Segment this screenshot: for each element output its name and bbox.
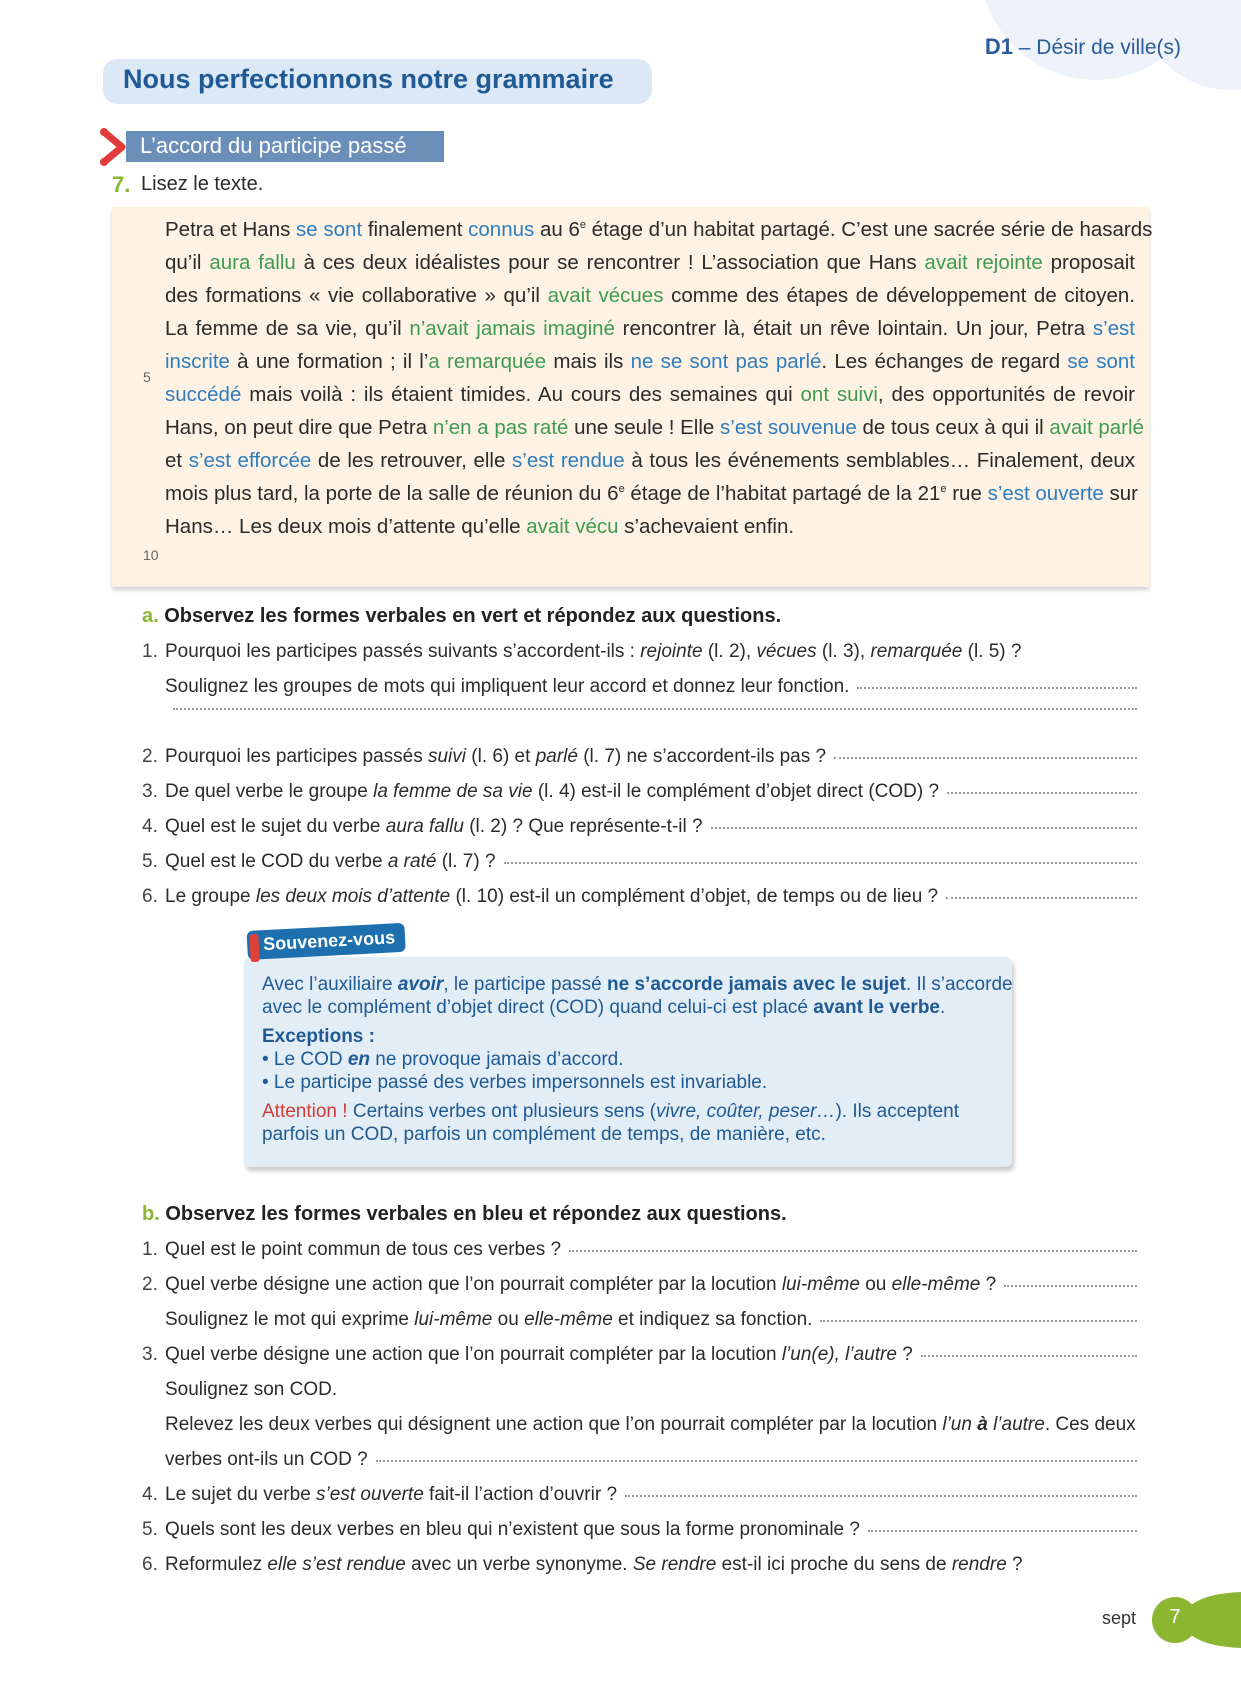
question-text	[165, 1343, 913, 1367]
question-segment: (l. 2),	[702, 641, 757, 662]
remember-segment: avec le complément d’objet direct (COD) quand celui-ci est placé	[262, 997, 814, 1018]
text-segment: . Les échanges de regard	[821, 350, 1068, 373]
question-number: 2.	[142, 746, 158, 767]
question-text	[165, 1413, 1136, 1437]
question-segment: De quel verbe le groupe	[165, 781, 374, 802]
green-verb-form: ont suivi	[800, 383, 878, 406]
question-text	[165, 1308, 812, 1332]
text-segment: une seule ! Elle	[568, 416, 721, 439]
remember-line	[262, 1049, 624, 1071]
text-segment: mois plus tard, la porte de la salle de réunion du 6	[165, 482, 619, 505]
question-segment: Quel est le sujet du verbe	[165, 816, 386, 837]
part-a-heading	[142, 605, 781, 628]
answer-line[interactable]	[625, 1494, 1137, 1497]
text-line	[165, 251, 1135, 275]
question-segment: elle s’est rendue	[267, 1554, 406, 1575]
question-segment: Quel est le COD du verbe	[165, 851, 388, 872]
text-segment: comme des étapes de développement de citoyen.	[663, 284, 1135, 307]
question-row	[142, 1518, 1137, 1542]
question-segment: Quel est le point commun de tous ces verbes ?	[165, 1239, 562, 1260]
question-segment: lui-même	[781, 1274, 860, 1295]
line-number: 10	[143, 547, 159, 563]
question-number: 1.	[142, 641, 158, 662]
green-verb-form: n’en a pas raté	[432, 416, 569, 439]
green-verb-form: avait parlé	[1049, 416, 1144, 439]
question-segment: Reformulez	[165, 1554, 268, 1575]
question-text	[165, 675, 849, 699]
question-segment: l’un	[942, 1414, 972, 1435]
question-segment: vécues	[756, 641, 817, 662]
text-line	[165, 515, 794, 539]
question-row	[142, 1553, 1137, 1577]
question-segment: ou	[492, 1309, 525, 1330]
question-segment: ?	[896, 1344, 913, 1365]
remember-segment: ). Ils acceptent	[835, 1101, 960, 1122]
green-verb-form: aura fallu	[209, 251, 296, 274]
question-text	[165, 1378, 337, 1402]
text-segment: étage d’un habitat partagé. C’est une sacrée série de hasards	[585, 218, 1153, 241]
answer-line[interactable]	[376, 1459, 1137, 1462]
remember-line	[262, 974, 1013, 996]
question-row	[142, 1448, 1137, 1472]
text-line	[165, 284, 1135, 308]
question-row	[142, 885, 1137, 909]
blue-verb-form: s’est ouverte	[987, 482, 1104, 505]
answer-line[interactable]	[1004, 1284, 1137, 1287]
question-segment: les deux mois d’attente	[255, 886, 451, 907]
question-row	[142, 1413, 1137, 1437]
question-segment: Le groupe	[165, 886, 256, 907]
text-segment: s’achevaient enfin.	[618, 515, 795, 538]
text-segment: à une formation ; il l’	[229, 350, 429, 373]
question-segment: Quel verbe désigne une action que l’on pourrait compléter par la locution	[165, 1274, 782, 1295]
text-segment: rue	[946, 482, 988, 505]
part-a-instruction: Observez les formes verbales en vert et répondez aux questions.	[164, 605, 782, 627]
remember-segment: vivre, coûter, peser…	[655, 1101, 836, 1122]
question-segment: (l. 7) ne s’accordent-ils pas ?	[577, 746, 827, 767]
question-segment: Soulignez le mot qui exprime	[165, 1309, 415, 1330]
question-number: 4.	[142, 816, 158, 837]
question-segment: remarquée	[870, 641, 963, 662]
blue-verb-form: s’est	[1092, 317, 1135, 340]
question-segment: aura fallu	[385, 816, 464, 837]
blue-verb-form: se sont	[296, 218, 363, 241]
answer-line[interactable]	[857, 686, 1137, 689]
question-segment: ?	[980, 1274, 997, 1295]
question-segment: a raté	[387, 851, 437, 872]
part-b-instruction: Observez les formes verbales en bleu et répondez aux questions.	[165, 1203, 787, 1225]
remember-line	[262, 997, 945, 1019]
question-row	[142, 1238, 1137, 1262]
question-segment: avec un verbe synonyme.	[405, 1554, 633, 1575]
text-line	[165, 350, 1135, 374]
part-b-heading	[142, 1203, 787, 1226]
text-segment: qu’il	[165, 251, 210, 274]
question-number: 5.	[142, 851, 158, 872]
question-number: 2.	[142, 1274, 158, 1295]
text-line	[165, 383, 1135, 407]
question-text	[165, 885, 938, 909]
blue-verb-form: inscrite	[165, 350, 230, 373]
page-title-box	[103, 59, 652, 104]
answer-line[interactable]	[946, 896, 1137, 899]
remember-segment: en	[347, 1049, 371, 1070]
answer-line[interactable]	[947, 791, 1137, 794]
remember-segment: avant le verbe	[813, 997, 941, 1018]
exclamation-icon	[249, 934, 259, 962]
blue-verb-form: se sont	[1067, 350, 1136, 373]
page-title: Nous perfectionnons notre grammaire	[123, 64, 614, 94]
blue-verb-form: ne se sont pas parlé	[630, 350, 822, 373]
question-number: 4.	[142, 1484, 158, 1505]
question-text	[165, 1553, 1023, 1577]
ordinal-suffix: e	[579, 219, 586, 232]
ordinal-suffix: e	[940, 483, 947, 496]
question-segment: Quel verbe désigne une action que l’on pourrait compléter par la locution	[165, 1344, 782, 1365]
text-segment: Petra et Hans	[165, 218, 297, 241]
ordinal-suffix: e	[618, 483, 625, 496]
text-segment: Hans, on peut dire que Petra	[165, 416, 433, 439]
remember-segment: Certains verbes ont plusieurs sens (	[352, 1101, 656, 1122]
text-segment: rencontrer là, était un rêve lointain. Un jour, Petra	[614, 317, 1093, 340]
text-segment: Hans… Les deux mois d’attente qu’elle	[165, 515, 527, 538]
question-segment: parlé	[535, 746, 578, 767]
remember-segment: Avec l’auxiliaire	[262, 974, 398, 995]
question-row	[142, 710, 1137, 713]
text-line	[165, 482, 1138, 506]
question-number: 5.	[142, 1519, 158, 1540]
question-text	[165, 780, 939, 804]
text-segment: finalement	[362, 218, 469, 241]
remember-segment: , le participe passé	[443, 974, 608, 995]
page-number-word: sept	[1102, 1608, 1137, 1628]
text-segment: au 6	[534, 218, 580, 241]
remember-segment: ne s’accorde jamais avec le sujet	[607, 974, 906, 995]
question-number: 6.	[142, 886, 158, 907]
remember-line	[262, 1101, 959, 1123]
text-segment: , des opportunités de revoir	[877, 383, 1135, 406]
question-segment: Le sujet du verbe	[165, 1484, 317, 1505]
text-segment: sur	[1103, 482, 1138, 505]
blue-verb-form: s’est rendue	[512, 449, 625, 472]
remember-segment: .	[940, 997, 946, 1018]
remember-segment: ne provoque jamais d’accord.	[370, 1049, 624, 1070]
text-segment: de tous ceux à qui il	[856, 416, 1050, 439]
blue-verb-form: s’est efforcée	[188, 449, 312, 472]
question-row	[142, 745, 1137, 769]
question-number: 3.	[142, 781, 158, 802]
text-segment: de les retrouver, elle	[311, 449, 513, 472]
answer-line[interactable]	[834, 756, 1137, 759]
question-segment: rendre	[951, 1554, 1007, 1575]
question-segment: elle-même	[891, 1274, 981, 1295]
question-text	[165, 745, 826, 769]
remember-segment: parfois un COD, parfois un complément de temps, de manière, etc.	[262, 1124, 826, 1145]
question-row	[142, 1273, 1137, 1297]
chapter-title: – Désir de ville(s)	[1018, 36, 1181, 59]
green-verb-form: n’avait jamais imaginé	[409, 317, 615, 340]
text-segment: et	[165, 449, 189, 472]
question-segment: ou	[859, 1274, 892, 1295]
question-segment: suivi	[427, 746, 466, 767]
question-segment: (l. 10) est-il un complément d’objet, de temps ou de lieu ?	[450, 886, 939, 907]
question-text	[165, 1483, 617, 1507]
question-segment: et indiquez sa fonction.	[612, 1309, 813, 1330]
question-row	[142, 1378, 1137, 1402]
question-segment: lui-même	[414, 1309, 493, 1330]
remember-line	[262, 1072, 767, 1094]
question-segment: l’un(e), l’autre	[781, 1344, 897, 1365]
question-segment: verbes ont-ils un COD ?	[165, 1449, 368, 1470]
question-row	[142, 780, 1137, 804]
green-verb-form: a remarquée	[428, 350, 547, 373]
chapter-label	[985, 34, 1181, 60]
section-heading-bar	[126, 131, 444, 162]
question-segment: (l. 2) ? Que représente-t-il ?	[463, 816, 703, 837]
question-row	[142, 640, 1137, 664]
green-verb-form: avait vécues	[547, 284, 664, 307]
blue-verb-form: s’est souvenue	[720, 416, 857, 439]
remember-line	[262, 1026, 375, 1048]
question-number: 6.	[142, 1554, 158, 1575]
question-segment: . Ces deux	[1044, 1414, 1136, 1435]
question-row	[142, 1308, 1137, 1332]
question-segment: Pourquoi les participes passés suivants s’accordent-ils :	[165, 641, 641, 662]
text-segment: à tous les événements semblables… Finalement, deux	[624, 449, 1135, 472]
text-line	[165, 416, 1144, 440]
remember-segment: . Il s’accorde	[905, 974, 1013, 995]
question-segment: Se rendre	[632, 1554, 717, 1575]
question-text	[165, 1273, 996, 1297]
text-segment: mais voilà : ils étaient timides. Au cours des semaines qui	[241, 383, 801, 406]
text-segment: La femme de sa vie, qu’il	[165, 317, 410, 340]
question-segment: Pourquoi les participes passés	[165, 746, 428, 767]
question-segment: Soulignez son COD.	[165, 1379, 338, 1400]
remember-segment: • Le COD	[262, 1049, 348, 1070]
question-row	[142, 815, 1137, 839]
question-number: 3.	[142, 1344, 158, 1365]
question-text	[165, 1448, 368, 1472]
page-number: 7	[1169, 1606, 1181, 1628]
answer-line[interactable]	[820, 1319, 1137, 1322]
remember-tag: Souvenez-vous	[246, 923, 405, 960]
blue-verb-form: succédé	[165, 383, 242, 406]
question-segment: (l. 6) et	[466, 746, 536, 767]
exercise-instruction: Lisez le texte.	[141, 173, 264, 195]
remember-segment: • Le participe passé des verbes impersonnels est invariable.	[262, 1072, 768, 1093]
remember-segment: Exceptions :	[262, 1026, 375, 1047]
question-segment: s’est ouverte	[316, 1484, 424, 1505]
question-row	[142, 1343, 1137, 1367]
question-segment: Quels sont les deux verbes en bleu qui n’existent que sous la forme pronominale ?	[165, 1519, 860, 1540]
blue-verb-form: connus	[468, 218, 535, 241]
question-number: 1.	[142, 1239, 158, 1260]
line-number: 5	[143, 369, 151, 385]
answer-line[interactable]	[504, 861, 1137, 864]
question-segment: Soulignez les groupes de mots qui impliquent leur accord et donnez leur fonction.	[165, 676, 850, 697]
answer-line[interactable]	[868, 1529, 1137, 1532]
text-segment: étage de l’habitat partagé de la 21	[624, 482, 941, 505]
green-verb-form: avait vécu	[526, 515, 619, 538]
question-segment: (l. 3),	[816, 641, 871, 662]
question-segment: Relevez les deux verbes qui désignent une action que l’on pourrait compléter par la locution	[165, 1414, 943, 1435]
exercise-number: 7.	[112, 172, 131, 197]
remember-line	[262, 1124, 826, 1146]
question-text	[165, 1238, 561, 1262]
question-segment: est-il ici proche du sens de	[716, 1554, 952, 1575]
question-segment: elle-même	[524, 1309, 613, 1330]
question-row	[142, 1483, 1137, 1507]
text-line	[165, 317, 1135, 341]
chapter-code: D1	[984, 34, 1013, 59]
green-verb-form: avait rejointe	[924, 251, 1043, 274]
question-segment: la femme de sa vie	[373, 781, 533, 802]
text-line	[165, 218, 1153, 242]
answer-line[interactable]	[173, 707, 1137, 710]
text-segment: mais ils	[546, 350, 631, 373]
question-text	[165, 850, 496, 874]
question-text	[165, 815, 703, 839]
question-segment: (l. 7) ?	[436, 851, 496, 872]
remember-segment: Attention !	[262, 1101, 353, 1122]
question-row	[142, 850, 1137, 874]
part-letter: b.	[142, 1203, 160, 1225]
text-line	[165, 449, 1135, 473]
answer-line[interactable]	[711, 826, 1137, 829]
question-segment: fait-il l’action d’ouvrir ?	[423, 1484, 618, 1505]
text-segment: proposait	[1042, 251, 1135, 274]
section-heading: L’accord du participe passé	[140, 133, 407, 158]
question-text	[165, 640, 1021, 664]
question-segment: à	[977, 1414, 988, 1435]
question-segment: l’autre	[993, 1414, 1045, 1435]
text-segment: des formations « vie collaborative » qu’il	[165, 284, 548, 307]
question-row	[142, 675, 1137, 699]
question-segment: rejointe	[640, 641, 703, 662]
answer-line[interactable]	[569, 1249, 1137, 1252]
question-segment: (l. 5) ?	[962, 641, 1022, 662]
question-text	[165, 1518, 860, 1542]
text-segment: à ces deux idéalistes pour se rencontrer ! L’association que Hans	[295, 251, 925, 274]
answer-line[interactable]	[921, 1354, 1137, 1357]
question-segment: (l. 4) est-il le complément d’objet direct (COD) ?	[532, 781, 940, 802]
question-segment: ?	[1006, 1554, 1023, 1575]
remember-segment: avoir	[397, 974, 444, 995]
part-letter: a.	[142, 605, 159, 627]
